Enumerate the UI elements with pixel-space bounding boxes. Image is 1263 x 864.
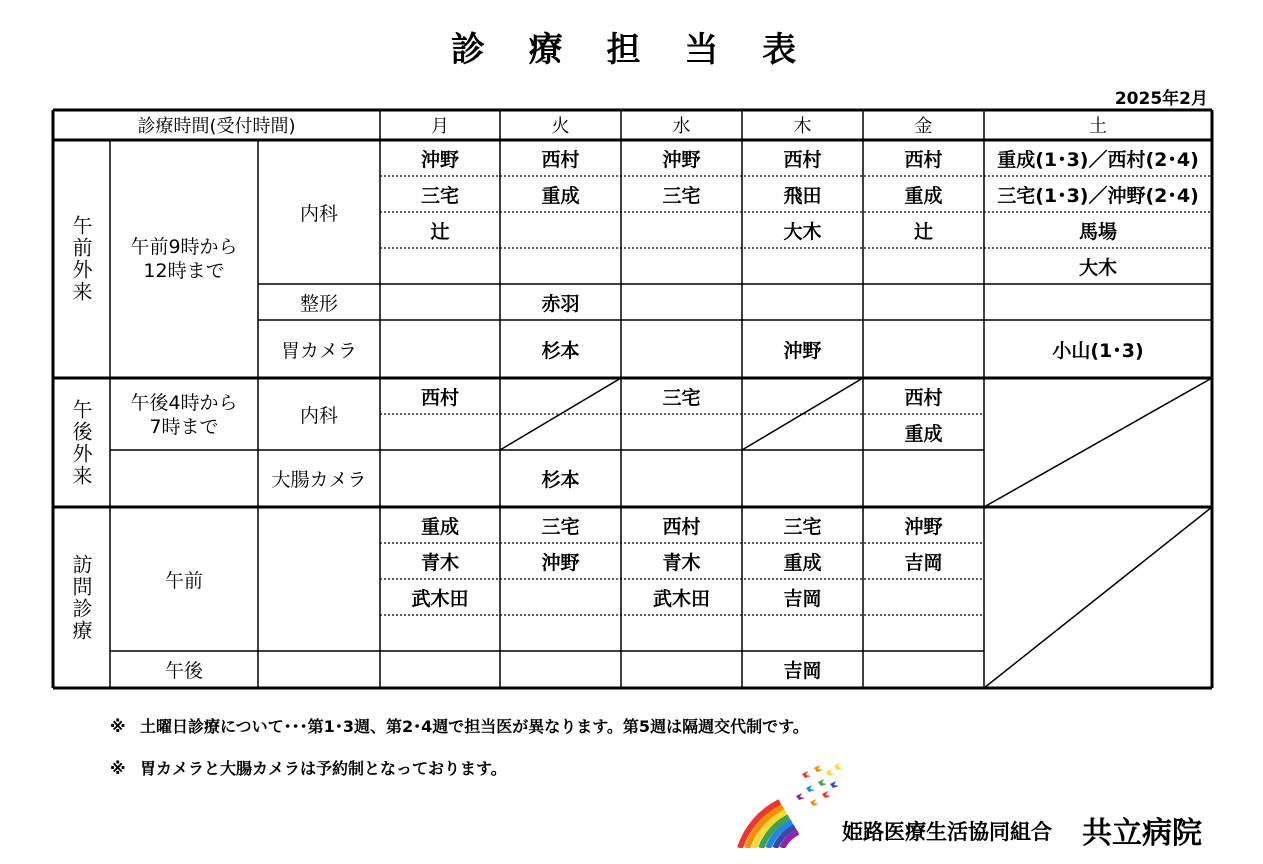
empty-slash <box>984 507 1212 688</box>
doctor-cell <box>984 284 1212 320</box>
doctor-cell <box>380 651 500 688</box>
doctor-cell: 大木 <box>1078 256 1117 279</box>
bird-icon <box>830 781 839 788</box>
doctor-cell: 重成 <box>904 184 943 207</box>
hospital-name: 共立病院 <box>1082 816 1202 851</box>
doctor-cell: 西村 <box>904 148 943 171</box>
doctor-cell <box>500 651 621 688</box>
header-time-label: 診療時間(受付時間) <box>137 116 296 137</box>
doctor-cell: 三宅(1･3)／沖野(2･4) <box>997 184 1199 207</box>
doctor-cell <box>500 579 621 615</box>
doctor-cell <box>380 284 500 320</box>
doctor-cell: 吉岡 <box>783 587 822 610</box>
section-label-pm-outpatient: 午後外来 <box>69 398 93 487</box>
doctor-cell <box>380 320 500 378</box>
doctor-cell: 沖野 <box>420 148 459 171</box>
doctor-cell <box>500 615 621 651</box>
header-day-3: 木 <box>793 116 812 137</box>
bird-icon <box>826 769 835 776</box>
doctor-cell: 赤羽 <box>541 292 580 315</box>
doctor-cell: 三宅 <box>662 184 701 207</box>
doctor-cell <box>863 248 984 284</box>
doctor-cell <box>621 248 742 284</box>
doctor-cell: 西村 <box>783 148 822 171</box>
note-saturday-text: 土曜日診療について･･･第1･3週、第2･4週で担当医が異なります。第5週は隔週交代制です。 <box>140 717 809 736</box>
doctor-cell: 青木 <box>662 551 701 574</box>
section-label-home-visit: 訪問診療 <box>69 553 93 642</box>
dept-internal: 内科 <box>299 202 338 225</box>
bird-icon <box>806 785 815 792</box>
doctor-cell <box>863 579 984 615</box>
note-mark: ※ <box>110 759 126 778</box>
doctor-cell: 西村 <box>420 386 459 409</box>
doctor-cell: 重成(1･3)／西村(2･4) <box>997 148 1199 171</box>
doctor-cell: 西村 <box>662 515 701 538</box>
doctor-cell: 重成 <box>541 184 580 207</box>
doctor-cell: 吉岡 <box>783 660 822 682</box>
bird-icon <box>822 791 831 798</box>
header-day-5: 土 <box>1089 116 1107 137</box>
doctor-cell <box>621 320 742 378</box>
doctor-cell: 辻 <box>430 220 450 243</box>
doctor-cell <box>621 284 742 320</box>
doctor-cell: 沖野 <box>541 551 580 574</box>
doctor-cell <box>863 320 984 378</box>
doctor-cell: 西村 <box>904 386 943 409</box>
doctor-cell <box>621 615 742 651</box>
doctor-cell: 三宅 <box>662 386 701 409</box>
bird-icon <box>810 799 819 806</box>
rainbow-logo-icon <box>730 762 850 848</box>
doctor-cell: 重成 <box>904 422 943 445</box>
dept-colon-camera: 大腸カメラ <box>271 469 367 491</box>
doctor-cell <box>621 450 742 507</box>
doctor-cell: 武木田 <box>411 587 469 610</box>
doctor-cell <box>742 615 863 651</box>
note-reservation <box>110 756 507 779</box>
doctor-cell: 三宅 <box>420 184 459 207</box>
bird-icon <box>818 779 827 786</box>
doctor-cell: 吉岡 <box>904 551 943 574</box>
doctor-cell: 三宅 <box>541 515 580 538</box>
dept-gastro-camera: 胃カメラ <box>280 339 357 362</box>
header-day-4: 金 <box>914 116 933 137</box>
doctor-cell <box>500 248 621 284</box>
doctor-cell: 杉本 <box>541 339 580 362</box>
doctor-cell: 重成 <box>783 551 822 574</box>
doctor-cell: 三宅 <box>783 515 822 538</box>
header-day-1: 火 <box>551 116 570 137</box>
dept-ortho: 整形 <box>299 292 338 315</box>
doctor-cell <box>380 450 500 507</box>
doctor-cell: 馬場 <box>1078 220 1117 243</box>
doctor-cell: 武木田 <box>652 587 710 610</box>
doctor-cell <box>380 248 500 284</box>
bird-icon <box>802 771 811 778</box>
doctor-cell <box>621 212 742 248</box>
doctor-cell <box>863 651 984 688</box>
bird-icon <box>834 763 843 770</box>
bird-icon <box>814 765 823 772</box>
time-label-pm-outpatient: 午後4時から 7時まで <box>130 392 238 438</box>
doctor-cell: 重成 <box>420 515 459 538</box>
note-mark: ※ <box>110 717 126 736</box>
doctor-cell: 沖野 <box>783 339 822 362</box>
dept-internal-pm: 内科 <box>299 404 338 427</box>
doctor-cell: 沖野 <box>904 515 943 538</box>
doctor-cell: 西村 <box>541 148 580 171</box>
doctor-cell <box>863 450 984 507</box>
visit-pm-label: 午後 <box>164 660 203 682</box>
header-day-0: 月 <box>431 116 449 137</box>
doctor-cell <box>500 212 621 248</box>
doctor-cell: 杉本 <box>541 469 580 491</box>
empty-slash <box>984 378 1212 507</box>
doctor-cell: 小山(1･3) <box>1052 339 1144 362</box>
doctor-cell <box>380 615 500 651</box>
bird-icon <box>796 793 805 800</box>
time-label-am-outpatient: 午前9時から 12時まで <box>130 236 238 282</box>
doctor-cell: 大木 <box>783 220 822 243</box>
note-saturday <box>110 714 809 737</box>
header-day-2: 水 <box>672 116 691 137</box>
coop-name: 姫路医療生活協同組合 <box>842 820 1052 844</box>
doctor-cell <box>621 651 742 688</box>
doctor-cell <box>863 284 984 320</box>
doctor-cell <box>742 248 863 284</box>
doctor-cell: 沖野 <box>662 148 701 171</box>
doctor-cell: 辻 <box>913 220 933 243</box>
doctor-cell: 青木 <box>420 551 459 574</box>
empty-slash <box>500 378 621 450</box>
page-title: 診 療 担 当 表 <box>450 30 813 70</box>
section-label-am-outpatient: 午前外来 <box>69 215 93 303</box>
note-reservation-text: 胃カメラと大腸カメラは予約制となっております。 <box>140 759 507 778</box>
schedule-date: 2025年2月 <box>1114 89 1208 109</box>
doctor-cell <box>863 615 984 651</box>
doctor-cell: 飛田 <box>783 184 822 207</box>
doctor-cell <box>742 284 863 320</box>
doctor-cell <box>742 450 863 507</box>
visit-am-label: 午前 <box>164 569 203 592</box>
